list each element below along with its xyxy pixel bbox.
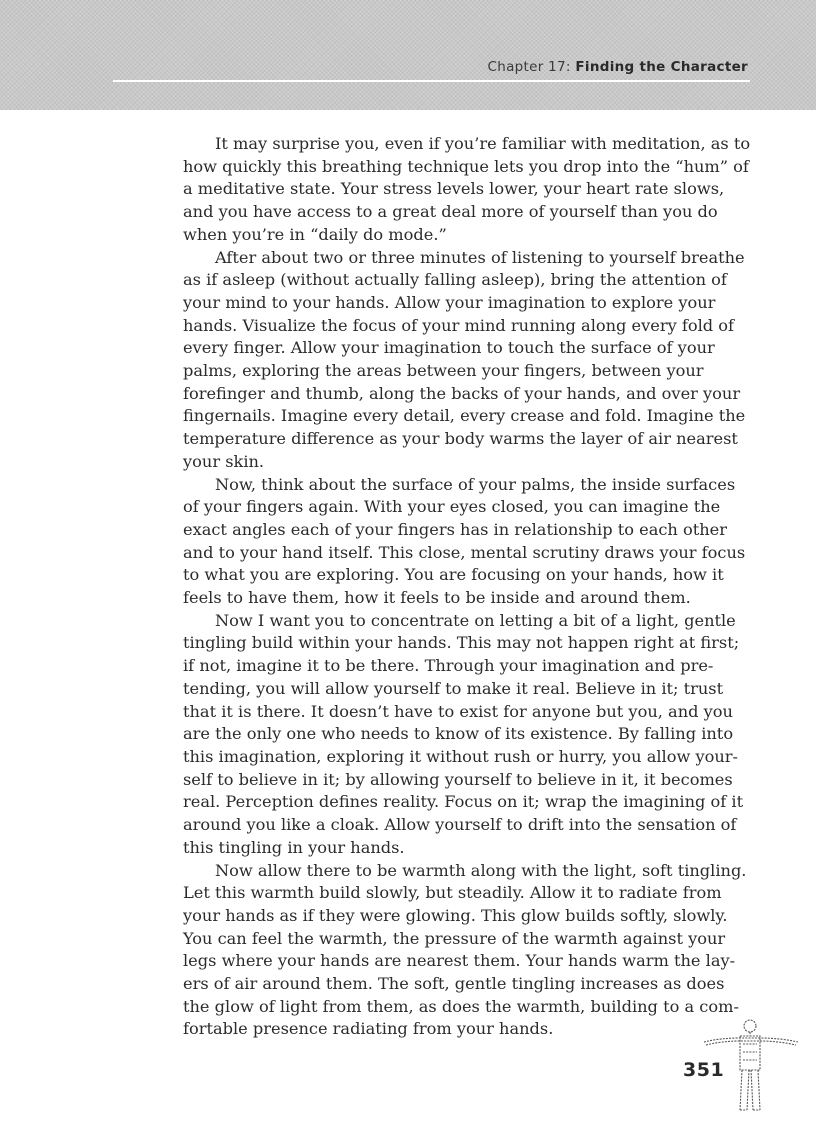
- paragraph: Now I want you to concentrate on letting a bit of a light, gentle tingling build within your hands. This may not happen right at first; if not, imagine it to be there. Through your imagination and pretending, you will allow yourself to make it real. Believe in it; trust that it is there. It doesn’t have to exist for anyone but you, and you are the only one who needs to know of its existence. By falling into this imagination, exploring it without rush or hurry, you allow yourself to believe in it; by allowing yourself to believe in it, it becomes real. Perception defines reality. Focus on it; wrap the imagining of it around you like a cloak. Allow yourself to drift into the sensation of this tingling in your hands.: [183, 610, 744, 857]
- running-head: [487, 59, 748, 75]
- body-text: [183, 133, 753, 1041]
- running-header-band: [0, 0, 816, 110]
- page-number: 351: [683, 1059, 725, 1081]
- paragraph: It may surprise you, even if you’re familiar with meditation, as to how quickly this breathing technique lets you drop into the “hum” of a meditative state. Your stress levels lower, your heart rate slows, and you have access to a great deal more of yourself than you do when you’re in “daily do mode.”: [183, 134, 751, 244]
- chapter-title: Finding the Character: [575, 59, 748, 75]
- chapter-label: Chapter 17:: [487, 59, 576, 75]
- paragraph: After about two or three minutes of listening to yourself breathe as if asleep (without actually falling asleep), bring the attention of your mind to your hands. Allow your imagination to explore your hands. Visualize the focus of your mind running along every fold of every finger. Allow your imagination to touch the surface of your palms, exploring the areas between your fingers, between your forefinger and thumb, along the backs of your hands, and over your fingernails. Imagine every detail, every crease and fold. Imagine the temperature difference as your body warms the layer of air nearest your skin.: [183, 247, 746, 471]
- header-rule: [113, 80, 750, 82]
- paragraph: Now, think about the surface of your palms, the inside surfaces of your fingers again. With your eyes closed, you can imagine the exact angles each of your fingers has in relationship to each other and to your hand itself. This close, mental scrutiny draws your focus to what you are exploring. You are focusing on your hands, how it feels to have them, how it feels to be inside and around them.: [183, 474, 746, 608]
- paragraph: Now allow there to be warmth along with the light, soft tingling. Let this warmth build slowly, but steadily. Allow it to radiate from your hands as if they were glowing. This glow builds softly, slowly. You can feel the warmth, the pressure of the warmth against your legs where your hands are nearest them. Your hands warm the layers of air around them. The soft, gentle tingling increases as does the glow of light from them, as does the warmth, building to a comfortable presence radiating from your hands.: [183, 860, 747, 1039]
